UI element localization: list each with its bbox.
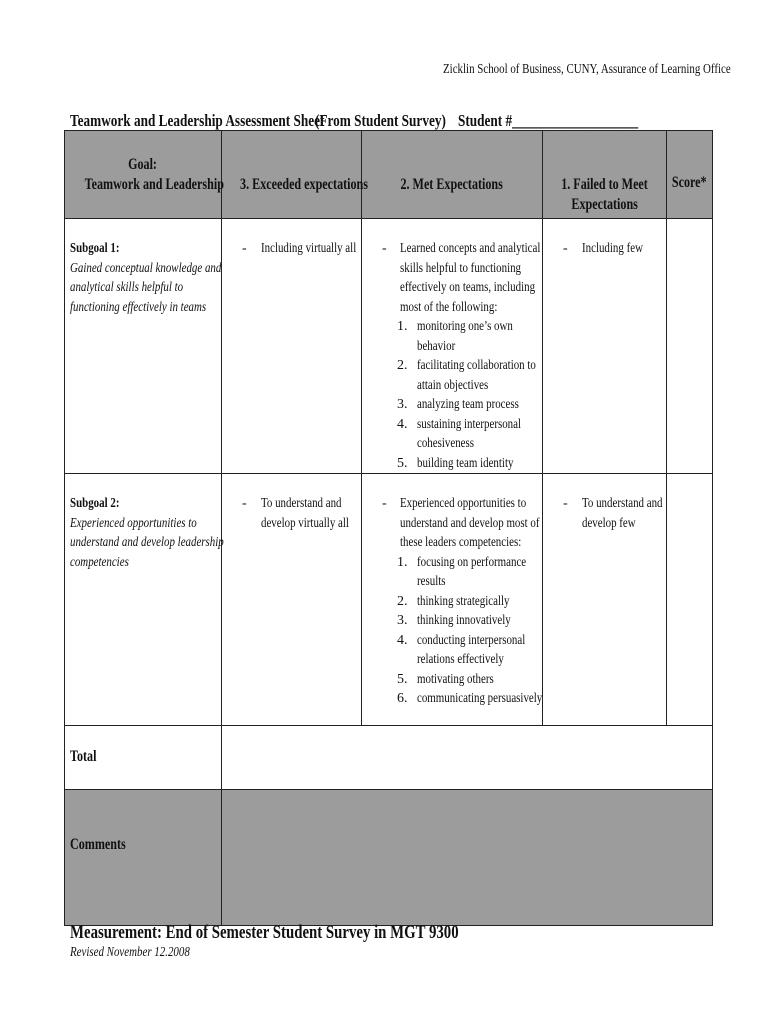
list-number: 1.	[397, 319, 408, 334]
list-number: 4.	[397, 632, 408, 648]
list-item: conducting interpersonal	[417, 632, 526, 648]
subgoal2-row	[65, 474, 713, 726]
total-value-cell[interactable]	[222, 726, 713, 790]
list-item: building team identity	[417, 455, 514, 471]
list-number: 4.	[397, 416, 408, 432]
header-goal-line1: Goal:	[128, 156, 158, 173]
subgoal2-desc-line: Experienced opportunities to	[70, 515, 197, 531]
subgoal2-exceeded-text: To understand and	[261, 496, 342, 511]
header-goal-line2: Teamwork and Leadership	[84, 176, 224, 193]
list-item: focusing on performance	[417, 554, 527, 570]
bullet-dash: -	[563, 496, 568, 511]
subgoal1-met-cell	[362, 219, 543, 474]
list-item: behavior	[417, 338, 456, 354]
revised-text: Revised November 12.2008	[70, 945, 190, 960]
list-number: 5.	[397, 671, 408, 687]
subgoal1-failed-text: Including few	[582, 241, 643, 256]
list-number: 6.	[397, 691, 408, 706]
header-met-label: 2. Met Expectations	[400, 176, 504, 193]
title-source: (From Student Survey)	[315, 111, 446, 130]
header-failed-line2: Expectations	[571, 196, 638, 213]
subgoal2-met-intro: understand and develop most of	[400, 515, 540, 531]
subgoal2-met-cell	[362, 474, 543, 726]
list-number: 1.	[397, 554, 408, 570]
subgoal2-desc-line: understand and develop leadership	[70, 535, 224, 550]
subgoal1-goal-cell	[65, 219, 222, 474]
bullet-dash: -	[242, 241, 247, 256]
list-item: monitoring one’s own	[417, 319, 513, 334]
header-failed-line1: 1. Failed to Meet	[561, 176, 648, 193]
header-goal	[65, 131, 222, 219]
subgoal1-row	[65, 219, 713, 474]
bullet-dash: -	[242, 496, 247, 511]
list-number: 2.	[397, 593, 408, 609]
list-item: thinking strategically	[417, 593, 510, 609]
subgoal1-desc-line: analytical skills helpful to	[70, 280, 184, 295]
subgoal1-met-intro: Learned concepts and analytical	[400, 241, 541, 256]
subgoal1-exceeded-text: Including virtually all	[261, 241, 357, 256]
subgoal1-failed-cell	[543, 219, 667, 474]
list-item: sustaining interpersonal	[417, 416, 522, 432]
list-item: communicating persuasively	[417, 691, 543, 706]
total-label-cell	[65, 726, 222, 790]
office-header	[443, 62, 770, 78]
comments-label-cell	[65, 790, 222, 926]
list-item: analyzing team process	[417, 397, 519, 412]
list-item: cohesiveness	[417, 436, 475, 451]
revised-date	[70, 945, 224, 961]
list-number: 3.	[397, 397, 408, 412]
list-item: relations effectively	[417, 652, 504, 667]
subgoal1-desc-line: Gained conceptual knowledge and	[70, 260, 222, 276]
header-exceeded-label: 3. Exceeded expectations	[240, 176, 368, 193]
list-item: results	[417, 574, 446, 589]
bullet-dash: -	[563, 241, 568, 256]
total-label: Total	[70, 748, 97, 766]
office-header-text: Zicklin School of Business, CUNY, Assurance of Learning Office	[443, 62, 731, 77]
subgoal1-met-intro: most of the following:	[400, 299, 498, 315]
header-exceeded	[222, 131, 368, 219]
list-number: 3.	[397, 613, 408, 628]
subgoal2-failed-text: To understand and	[582, 496, 663, 511]
comments-label: Comments	[70, 836, 126, 853]
list-item: motivating others	[417, 671, 494, 687]
list-item: facilitating collaboration to	[417, 358, 536, 373]
subgoal2-desc-line: competencies	[70, 554, 129, 570]
bullet-dash: -	[382, 496, 387, 511]
title-main: Teamwork and Leadership Assessment Sheet	[70, 111, 325, 130]
header-met	[362, 131, 543, 219]
subgoal1-score-cell[interactable]	[667, 219, 713, 474]
measurement-note	[70, 922, 568, 944]
header-failed	[543, 131, 667, 219]
subgoal2-goal-cell	[65, 474, 222, 726]
subgoal1-desc-line: functioning effectively in teams	[70, 299, 207, 315]
subgoal2-title: Subgoal 2:	[70, 496, 120, 511]
header-score-label: Score*	[672, 174, 707, 191]
list-item: thinking innovatively	[417, 613, 511, 628]
subgoal2-met-intro: Experienced opportunities to	[400, 496, 527, 511]
comments-field[interactable]	[222, 790, 713, 926]
measurement-text: Measurement: End of Semester Student Survey in MGT 9300	[70, 922, 459, 943]
comments-row	[65, 790, 713, 926]
subgoal1-met-intro: effectively on teams, including	[400, 280, 536, 295]
list-number: 2.	[397, 358, 408, 373]
subgoal2-exceeded-cell	[222, 474, 362, 726]
subgoal1-met-intro: skills helpful to functioning	[400, 260, 522, 276]
subgoal2-failed-cell	[543, 474, 667, 726]
header-score	[667, 131, 713, 219]
total-row	[65, 726, 713, 790]
subgoal2-exceeded-text: develop virtually all	[261, 515, 349, 531]
subgoal1-title: Subgoal 1:	[70, 241, 120, 256]
assessment-table	[64, 130, 713, 926]
bullet-dash: -	[382, 241, 387, 256]
subgoal2-met-intro: these leaders competencies:	[400, 535, 522, 550]
table-header-row	[65, 131, 713, 219]
student-number-field[interactable]: Student #___________________	[458, 111, 639, 130]
subgoal1-exceeded-cell	[222, 219, 362, 474]
list-item: attain objectives	[417, 377, 489, 393]
list-number: 5.	[397, 455, 408, 471]
subgoal2-failed-text: develop few	[582, 515, 636, 531]
